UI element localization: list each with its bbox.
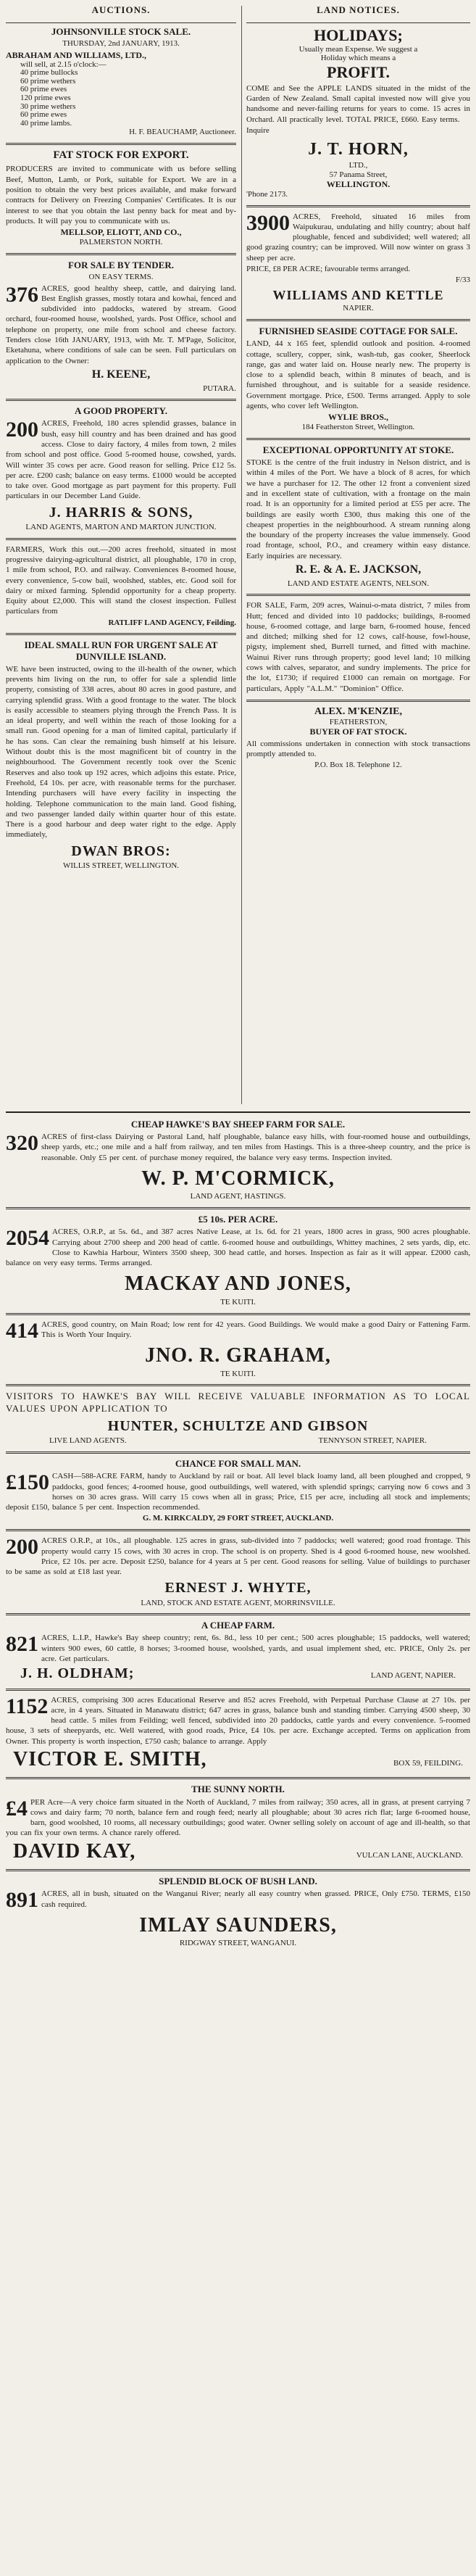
holidays-body: COME and See the APPLE LANDS situated in the midst of the Garden of New Zealand. Small capital invested now will give you handsome and never-failing returns for years to come. 15 acres in Orchard. All practically level. TOTAL PRICE, £660. Easy terms. (246, 83, 470, 124)
graham-body: ACRES, good country, on Main Road; low rent for 42 years. Good Buildings. We would make a good Dairy or Fattening Farm. This is Worth Your Inquiry. (41, 1320, 470, 1339)
mckenzie-name: ALEX. M'KENZIE, (314, 705, 402, 717)
small-man-body: CASH—588-ACRE FARM, handy to Auckland by rail or boat. All level black loamy land, all been ploughed and cropped, 9 paddocks, good fences; 4-roomed house, good outbuildings, well watered, with splendid springs; carrying now 6 cows and 3 horses on 30 acres grass. Will carry 15 cows when all in grass; Price, £15 per acre, including all stock and implements; deposit £150, balance 5 per cent. Inspection recommended. (6, 1472, 470, 1512)
farmers-ad (6, 544, 236, 628)
oldham-firm: J. H. OLDHAM; (20, 1665, 135, 1682)
sunny-north-title: THE SUNNY NORTH. (191, 1784, 285, 1795)
smith-ad (6, 1695, 470, 1772)
hawkesbay-body: ACRES of first-class Dairying or Pastoral Land, half ploughable, balance easy hills, with four-roomed house and outbuildings, sheep yards, etc.; one mile and a half from railway, and ten miles from Hastings. This is a three-sheep country, and the price is reasonable. Only £5 per cent. of purchase money required, the balance very easy terms. Inspection invited. (41, 1132, 470, 1162)
oldham-body: ACRES, L.I.P., Hawke's Bay sheep country; rent, 6s. 8d., less 10 per cent.; 500 acres ploughable; 15 paddocks, well watered; winters 900 ewes, 60 cattle, 8 horses; 3-roomed house, woolshed, yards, and usual implement shed, etc. PRICE, Only 2s. per acre. Get particulars. (41, 1633, 470, 1664)
graham-acres: 414 (6, 1318, 38, 1343)
mckenzie-place: FEATHERSTON, (329, 718, 388, 727)
stoke-title: EXCEPTIONAL OPPORTUNITY AT STOKE. (262, 444, 454, 455)
saunders-firm: IMLAY SAUNDERS, (139, 1913, 337, 1937)
smith-body: ACRES, comprising 300 acres Educational Reserve and 852 acres Freehold, with Perpetual Purchase Clause at 27 10s. per acre, in 4 years. Situated in Manawatu district; 647 acres in grass, balance bush and standing timber. Carrying 4500 sheep, 30 head cattle. 5 miles from Feilding; well fenced, subdivided into 20 paddocks, cattle yards and every convenience. 5-roomed house, 3 sets of sheepyards, etc. Well watered, with good roads, Price, £4 10s. per acre. Exchange accepted. Terms on application from Owner. This property is worth inspection, £750 cash; balance to arrange. Apply (6, 1695, 470, 1746)
smith-place: BOX 59, FEILDING. (393, 1758, 463, 1768)
bush-lease-title: £5 10s. PER ACRE. (198, 1214, 278, 1225)
saunders-place: RIDGWAY STREET, WANGANUI. (179, 1939, 297, 1948)
good-property-place: LAND AGENTS, MARTON AND MARTON JUNCTION. (25, 522, 217, 531)
whyte-firm: ERNEST J. WHYTE, (164, 1580, 312, 1596)
tender-place: PUTARA. (203, 384, 236, 393)
holidays-ad (246, 26, 470, 199)
bush-lease-place: TE KUITI. (220, 1297, 256, 1306)
holidays-line1: Usually mean Expense. We suggest a (298, 44, 418, 54)
small-man-title: CHANCE FOR SMALL MAN. (175, 1458, 301, 1470)
sunny-north-body: PER Acre—A very choice farm situated in the North of Auckland, 7 miles from railway; 350 acres, all in grass, at present carrying 7 cows and dairy farm; 70 north, balance fern and rough feed; nearly all ploughable; about 30 acres rich flat; large 6-roomed house, barn, good woolshed, 10 rooms, all necessary outbuildings; good water. Owner selling solely on account of age and ill-health, so that you can fix your own terms. A chance rarely offered. (6, 1797, 470, 1838)
johnsonville-line: 60 prime wethers (20, 76, 76, 86)
johnsonville-ad (6, 26, 236, 137)
johnsonville-footer: H. F. BEAUCHAMP, Auctioneer. (129, 128, 236, 137)
holidays-city: WELLINGTON. (326, 178, 391, 189)
johnsonville-title: JOHNSONVILLE STOCK SALE. (51, 26, 191, 38)
whyte-ad (6, 1536, 470, 1607)
johnsonville-line: will sell, at 2.15 o'clock:— (20, 59, 107, 69)
holidays-line2: Holiday which means a (320, 54, 396, 63)
fatstock-title: FAT STOCK FOR EXPORT. (53, 149, 189, 161)
holidays-title: HOLIDAYS; (314, 26, 403, 45)
good-property-ad (6, 405, 236, 531)
graham-ad (6, 1320, 470, 1379)
saunders-body: ACRES, all in bush, situated on the Wanganui River; nearly all easy country when grassed. PRICE, Only £750. TERMS, £150 cash required. (41, 1889, 470, 1909)
holidays-ltd: LTD., (348, 161, 368, 170)
waipukurau-body: ACRES, Freehold, situated 16 miles from Waipukurau, undulating and hilly country; about half ploughable, fenced and subdivided; well watered; all good grazing country; can be improved. Will now winter on grass 3 sheep per acre. (246, 212, 470, 262)
good-property-body: ACRES, Freehold, 180 acres splendid grasses, balance in bush, easy hill country and has been drained and has good access. Close to dairy factory, 4 miles from town, 2 miles from school and post office. Good 5-roomed house, cowshed, yards. Will winter 35 cows per acre. Good reason for selling. Price £12 5s. per acre. £200 cash; balance on easy terms. £1000 would be accepted to take over. Good mortgage as part payment for this property. Full particulars in our December Land Guide. (6, 419, 236, 501)
mckenzie-body: All commissions undertaken in connection with stock transactions promptly attended to. (246, 739, 470, 759)
good-property-acres: 200 (6, 418, 38, 442)
smith-acres: 1152 (6, 1694, 49, 1718)
hunter-line: VISITORS TO HAWKE'S BAY WILL RECEIVE VALUABLE INFORMATION AS TO LOCAL VALUES UPON APPLICATION TO (6, 1391, 470, 1415)
tender-ad (6, 260, 236, 394)
tender-owner: H. KEENE, (91, 368, 151, 381)
sunny-north-ad (6, 1784, 470, 1863)
fatstock-firm: MELLSOP, ELIOTT, AND CO., (60, 227, 182, 238)
holidays-addr: 57 Panama Street, (329, 170, 388, 180)
fatstock-body: PRODUCERS are invited to communicate with us before selling Beef, Mutton, Lamb, or Pork, suitable for Export. We are in a position to obtain the very best prices available, and make forward contracts for Delivery on Freezing Companies' Certificates. It is our interest to see that you obtain the last penny back for meat and by-products. It will pay you to communicate with us. (6, 165, 236, 225)
graham-place: TE KUITI. (220, 1369, 256, 1378)
whyte-acres: 200 (6, 1535, 38, 1560)
column-divider (241, 6, 242, 1104)
stoke-firm: R. E. & A. E. JACKSON, (295, 563, 422, 576)
saunders-acres: 891 (6, 1888, 38, 1913)
wainui-ad (246, 600, 470, 694)
whyte-body: ACRES O.R.P., at 10s., all ploughable. 125 acres in grass, sub-divided into 7 paddocks; well watered; good road frontage. This property would carry 15 cows, with 30 acres in crop. The school is on property. Shed is 4 good 6-roomed house, new woolshed. Price, £2 10s. per acre. Deposit £250, balance for 4 years at 5 per cent. Good reasons for selling. Value of buildings to purchaser to be same as sold at £18 last year. (6, 1536, 470, 1577)
hunter-firm: HUNTER, SCHULTZE AND GIBSON (107, 1418, 369, 1435)
hunter-ad (6, 1391, 470, 1446)
stoke-ad (246, 444, 470, 588)
bush-lease-acres: 2054 (6, 1226, 49, 1251)
smith-firm: VICTOR E. SMITH, (13, 1747, 207, 1771)
small-man-ad (6, 1458, 470, 1523)
bush-lease-ad (6, 1214, 470, 1306)
saunders-ad (6, 1876, 470, 1948)
seaside-body: LAND, 44 x 165 feet, splendid outlook and position. 4-roomed cottage, scullery, copper, sink, wash-tub, gas cooker, Sheerlock range, gas and water laid on. House nearly new. The property is close to a splendid beach, within 8 minutes of beach, and is furnished throughout, and is suitable for a seaside residence. Government mortgage. Price, £500. Terms arranged. Apply to sole agents, who cover left Wellington. (246, 339, 470, 410)
bush-lease-firm: MACKAY AND JONES, (125, 1272, 351, 1296)
johnsonville-line: 120 prime ewes (20, 94, 71, 102)
seaside-ad (246, 326, 470, 432)
dunville-ad (6, 639, 236, 870)
sunny-north-price: £4 (6, 1796, 28, 1821)
newspaper-page (6, 0, 470, 2576)
waipukurau-code: F/33 (455, 275, 470, 284)
dunville-body: WE have been instructed, owing to the ill-health of the owner, which prevents him living on the run, to offer for sale a splendid little property, consisting of 338 acres, about 80 acres in good pasture, and carrying splendid grass. With a good frontage to the water. The block is easily accessible to steamers plying through the French Pass. It is an ideal property, and well within the reach of those looking for a small run. Good opening for a man of limited capital, particularly if he has sons. Can clear the remaining bush himself at his leisure. Without doubt this is the most magnificent bit of country in the neighbourhood. The Government recently took over the Scenic Reserves and also took up 192 acres, which adjoins this estate. Price, Freehold, £4 10s. per acre, with reasonable terms for the purchaser. Intending purchasers will have every facility in inspecting the holding. Telephone communication to the main land. Good fishing, and two passenger landed daily within quarter hour of this estate. There is a good harbour and deep water right to the edge. Apply immediately, (6, 664, 236, 840)
sunny-north-place: VULCAN LANE, AUCKLAND. (356, 1850, 463, 1860)
seaside-title: FURNISHED SEASIDE COTTAGE FOR SALE. (259, 326, 458, 337)
whyte-place: LAND, STOCK AND ESTATE AGENT, MORRINSVILLE. (141, 1598, 335, 1607)
hawkesbay-firm: W. P. M'CORMICK, (141, 1167, 335, 1190)
left-column (6, 0, 236, 1102)
farmers-firm: RATLIFF LAND AGENCY, Feilding. (108, 618, 236, 627)
dunville-firm: DWAN BROS: (71, 842, 171, 859)
johnsonville-line: 60 prime ewes (20, 85, 67, 94)
good-property-firm: J. HARRIS & SONS, (49, 504, 193, 521)
fatstock-ad (6, 149, 236, 247)
mckenzie-box: P.O. Box 18. Telephone 12. (314, 761, 402, 770)
auctions-header: AUCTIONS. (91, 4, 151, 15)
waipukurau-price: PRICE, £8 PER ACRE; favourable terms arranged. (246, 265, 411, 274)
small-man-firm: G. M. KIRKCALDY, 29 FORT STREET, AUCKLAND. (142, 1514, 334, 1523)
waipukurau-acres: 3900 (246, 210, 290, 235)
saunders-title: SPLENDID BLOCK OF BUSH LAND. (159, 1876, 317, 1887)
stoke-body: STOKE is the centre of the fruit industry in Nelson district, and is within 4 miles of the Port. We have a block of 8 acres, for which we have a purchaser for 12. The other 12 front a convenient sized and in excellent state of cultivation, with a frontage on the main road. It is an opportunity for a limited period at £55 per acre. The buildings are easily worth £300, thus making this one of the cheapest properties in the neighbourhood. A stream running along the boundary of the property increases the value immensely. Good road frontage, school, P.O., and creamery within easy distance. Early inquiries are necessary. (246, 458, 470, 560)
johnsonville-date: THURSDAY, 2nd JANUARY, 1913. (62, 39, 180, 49)
dunville-place: WILLIS STREET, WELLINGTON. (62, 861, 180, 870)
oldham-place: LAND AGENT, NAPIER. (370, 1671, 456, 1681)
holidays-phone: 'Phone 2173. (246, 189, 288, 199)
hawkesbay-ad (6, 1119, 470, 1201)
johnsonville-line: 40 prime bullocks (20, 68, 78, 78)
good-property-title: A GOOD PROPERTY. (75, 405, 167, 417)
small-man-price: £150 (6, 1470, 49, 1495)
bottom-section (6, 1106, 470, 2576)
tender-acres: 376 (6, 282, 38, 307)
graham-firm: JNO. R. GRAHAM, (145, 1344, 331, 1367)
seaside-addr: 184 Featherston Street, Wellington. (301, 423, 415, 432)
sunny-north-firm: DAVID KAY, (13, 1839, 136, 1863)
oldham-title: A CHEAP FARM. (201, 1620, 275, 1631)
holidays-inquire: Inquire (246, 125, 270, 135)
mckenzie-role: BUYER OF FAT STOCK. (309, 726, 407, 737)
fatstock-place: PALMERSTON NORTH. (79, 238, 163, 247)
johnsonville-line: 40 prime lambs. (20, 118, 72, 128)
land-notices-header: LAND NOTICES. (317, 4, 400, 15)
dunville-title: IDEAL SMALL RUN FOR URGENT SALE AT DUNVILLE ISLAND. (24, 639, 218, 662)
tender-body: ACRES, good healthy sheep, cattle, and dairying land. Best English grasses, mostly totara and kowhai, fenced and subdivided into paddocks, watered by stream. Good orchard, four-roomed house, woolshed, yards. Post Office, school and telephone on property, one mile from school and cheese factory. Tenders close 16th JANUARY, 1913, with Mr. T. M'Page, Solicitor, Eketahuna, where conditions of sale can be seen. Full particulars on application to the Owner: (6, 283, 236, 365)
holidays-profit: PROFIT. (327, 63, 390, 82)
johnsonville-line: 30 prime wethers (20, 102, 76, 111)
hawkesbay-acres: 320 (6, 1131, 38, 1156)
johnsonville-auctioneer: ABRAHAM AND WILLIAMS, LTD., (6, 49, 147, 60)
hunter-role: LIVE LAND AGENTS. (49, 1436, 127, 1446)
holidays-firm: J. T. HORN, (308, 139, 409, 159)
waipukurau-place: NAPIER. (343, 304, 374, 313)
tender-title: FOR SALE BY TENDER. (68, 259, 174, 270)
hunter-addr: TENNYSON STREET, NAPIER. (318, 1436, 427, 1446)
johnsonville-line: 60 prime ewes (20, 110, 67, 120)
oldham-ad (6, 1620, 470, 1682)
waipukurau-firm: WILLIAMS AND KETTLE (272, 287, 444, 302)
bush-lease-body: ACRES, O.R.P., at 5s. 6d., and 387 acres Native Lease, at 1s. 6d. for 21 years, 1800 acres in grass, 900 acres ploughable. Carrying about 2700 sheep and 200 head of cattle. 6-roomed house and outbuildings, Whittey machines, 2 sets yards, dip, etc. Close to Kawhia Harbour, Winters 3500 sheep, 300 head cattle, and horses. Inspection as fair as it will appear. £2000 cash, balance on very easy terms. Terms arranged. (6, 1227, 470, 1268)
farmers-body: FARMERS, Work this out.—200 acres freehold, situated in most progressive dairying-agricultural district, all ploughable, 170 in crop, 1 mile from school, P.O. and railway. Conveniences 8-roomed house, every convenience, 5-cow bail, woolshed, stables, etc. Good soil for dairy or mixed farming. Splendid opportunity for a cheap property. Equity about £2,000. This will stand the closest inspection. Fullest particulars from (6, 544, 236, 616)
hawkesbay-place: LAND AGENT, HASTINGS. (190, 1192, 286, 1201)
tender-sub: ON EASY TERMS. (88, 272, 154, 281)
right-column (246, 0, 470, 1102)
mckenzie-ad (246, 706, 470, 770)
hawkesbay-title: CHEAP HAWKE'S BAY SHEEP FARM FOR SALE. (130, 1119, 346, 1130)
waipukurau-ad (246, 212, 470, 314)
seaside-firm: WYLIE BROS., (327, 412, 389, 423)
oldham-acres: 821 (6, 1632, 38, 1657)
wainui-body: FOR SALE, Farm, 209 acres, Wainui-o-mata district, 7 miles from Hutt; fenced and divided into 10 paddocks; buildings, 8-roomed house, 6-roomed cottage, and large barn, 6-roomed house, fenced and ditched; milking shed for 12 cows, calf-house, fowl-house, pigsty, implement shed, Burrell turned, and fitted with machine. Wainui River runs through property; good level land; 10 milking cows with calves, separator, and sundry implements. The price for the lot, £1730; if required £1000 can remain on mortgage. For particulars, Apply "A.L.M." "Dominion" Office. (246, 601, 470, 693)
stoke-place: LAND AND ESTATE AGENTS, NELSON. (287, 579, 430, 588)
